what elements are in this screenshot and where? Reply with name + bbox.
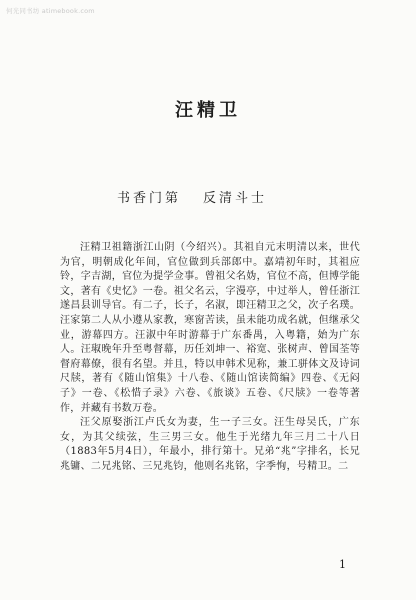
paragraph: 汪父原娶浙江卢氏女为妻，生一子三女。汪生母吴氏，广东女，为其父续弦，生三男三女。他生于光绪九年三月二十八日（1883年5月4日），年最小，排行第十。兄弟“兆”字排名，长兄兆镛、二兄兆铭、三兄兆钧，他则名兆铭，字季恂，号精卫。二 — [60, 417, 360, 472]
subtitle-right: 反清斗士 — [203, 191, 268, 206]
subtitle-left: 书香门第 — [117, 191, 182, 206]
section-subtitle — [117, 187, 267, 206]
chapter-title: 汪精卫 — [175, 100, 241, 121]
paragraph: 汪精卫祖籍浙江山阴（今绍兴）。其祖自元末明清以来，世代为官，明朝成化年间，官位做到兵部郎中。嘉靖初年时，其祖应铃，字吉湖，官位为提学佥事。曾祖父名妫，官位不高，但博学能文，著有《史忆》一卷。祖父名云，字漫亭，中过举人，曾任浙江遂昌县训导官。有二子，长子，名淑，即汪精卫之父，次子名璞。汪家第二人从小遵从家教，寒窗苦读，虽未能功成名就，但继承父业，游幕四方。汪淑中年时游幕于广东番禺，入粤籍，始为广东人。汪琡晚年升至粤督幕，历任刘坤一、裕宽、张树声、曾国荃等督府幕僚，很有名望。并且，特以申韩术见称，兼工骈体文及诗词尺牍，著有《随山馆集》十八卷、《随山馆读简编》四卷、《无闷子》一卷、《松惜子录》六卷、《旅谈》五卷、《尺牍》一卷等著作，并藏有书数万卷。 — [60, 242, 360, 414]
watermark-text: 何光同书坊 atimebook.com — [6, 7, 95, 15]
page-number: 1 — [339, 558, 346, 571]
body-text — [60, 241, 360, 475]
